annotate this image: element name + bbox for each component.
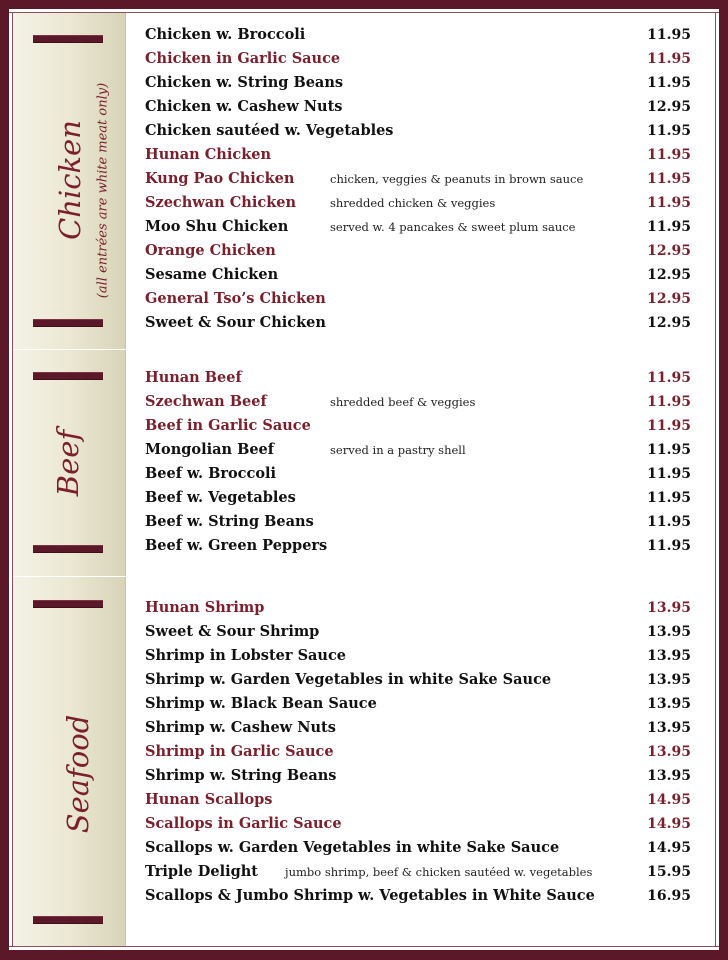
menu-item-price: 13.95 (647, 672, 691, 688)
decorative-bar (33, 545, 103, 553)
menu-item-name: Beef in Garlic Sauce (145, 417, 311, 434)
menu-item-row (145, 596, 691, 620)
menu-item-name: Shrimp in Lobster Sauce (145, 647, 347, 664)
menu-item-name: Chicken w. String Beans (145, 74, 344, 91)
page-frame-right (719, 0, 728, 960)
menu-item-price: 11.95 (647, 370, 691, 386)
menu-item-price: 14.95 (647, 816, 691, 832)
menu-item-row (145, 836, 691, 860)
menu-item-price: 14.95 (647, 840, 691, 856)
menu-item-name: Kung Pao Chicken (145, 170, 295, 187)
menu-item-name: Moo Shu Chicken (145, 218, 289, 235)
menu-item-price: 13.95 (647, 768, 691, 784)
menu-item-price: 11.95 (647, 195, 691, 211)
menu-item-row (145, 215, 691, 239)
menu-item-row (145, 510, 691, 534)
menu-item-description: shredded beef & veggies (330, 395, 476, 409)
menu-item-price: 11.95 (647, 171, 691, 187)
menu-item-row (145, 263, 691, 287)
menu-item-name: Szechwan Beef (145, 393, 267, 410)
page-frame-bottom (0, 950, 728, 960)
menu-item-name: Shrimp w. Garden Vegetables in white Sake Sauce (145, 671, 552, 688)
menu-item-name: Sweet & Sour Shrimp (145, 623, 320, 640)
menu-item-name: Sesame Chicken (145, 266, 279, 283)
menu-item-description: served in a pastry shell (330, 443, 466, 457)
menu-item-row (145, 414, 691, 438)
menu-item-name: Chicken w. Cashew Nuts (145, 98, 343, 115)
menu-item-row (145, 71, 691, 95)
menu-item-row (145, 47, 691, 71)
menu-item-name: Beef w. Green Peppers (145, 537, 328, 554)
menu-item-row (145, 462, 691, 486)
menu-item-name: Beef w. Broccoli (145, 465, 277, 482)
beef-section-sidebar (13, 350, 126, 576)
menu-item-description: chicken, veggies & peanuts in brown sauce (330, 172, 584, 186)
menu-item-name: General Tso’s Chicken (145, 290, 326, 307)
page-frame-top (0, 0, 728, 9)
menu-item-price: 13.95 (647, 744, 691, 760)
menu-item-name: Hunan Scallops (145, 791, 273, 808)
menu-item-price: 13.95 (647, 600, 691, 616)
menu-item-name: Mongolian Beef (145, 441, 275, 458)
menu-item-price: 13.95 (647, 696, 691, 712)
menu-item-row (145, 167, 691, 191)
menu-item-price: 15.95 (647, 864, 691, 880)
menu-item-price: 11.95 (647, 490, 691, 506)
menu-item-row (145, 191, 691, 215)
menu-item-name: Beef w. Vegetables (145, 489, 296, 506)
menu-item-name: Hunan Shrimp (145, 599, 265, 616)
menu-item-row (145, 311, 691, 335)
menu-item-price: 11.95 (647, 219, 691, 235)
decorative-bar (33, 372, 103, 380)
decorative-bar (33, 916, 103, 924)
menu-item-price: 12.95 (647, 291, 691, 307)
menu-item-row (145, 716, 691, 740)
menu-item-price: 11.95 (647, 466, 691, 482)
decorative-bar (33, 600, 103, 608)
page-frame-inner-line (715, 12, 716, 947)
chicken-section-note: (all entrées are white meat only) (95, 82, 111, 299)
menu-item-row (145, 692, 691, 716)
menu-item-row (145, 812, 691, 836)
seafood-section-sidebar (13, 577, 126, 946)
menu-item-row (145, 860, 691, 884)
menu-item-description: served w. 4 pancakes & sweet plum sauce (330, 220, 576, 234)
menu-item-row (145, 620, 691, 644)
menu-item-name: Shrimp in Garlic Sauce (145, 743, 334, 760)
menu-item-price: 11.95 (647, 75, 691, 91)
menu-item-name: Chicken w. Broccoli (145, 26, 306, 43)
menu-item-price: 16.95 (647, 888, 691, 904)
chicken-section-title: Chicken (53, 120, 87, 240)
menu-item-name: Triple Delight (145, 863, 258, 880)
menu-item-name: Orange Chicken (145, 242, 276, 259)
decorative-bar (33, 35, 103, 43)
menu-item-price: 13.95 (647, 720, 691, 736)
menu-item-row (145, 788, 691, 812)
menu-item-name: Sweet & Sour Chicken (145, 314, 326, 331)
menu-item-row (145, 644, 691, 668)
menu-item-price: 13.95 (647, 648, 691, 664)
menu-item-row (145, 366, 691, 390)
menu-item-description: shredded chicken & veggies (330, 196, 496, 210)
menu-item-price: 11.95 (647, 27, 691, 43)
page-frame-inner-line (9, 946, 719, 947)
menu-item-row (145, 119, 691, 143)
menu-item-name: Scallops & Jumbo Shrimp w. Vegetables in White Sauce (145, 887, 595, 904)
menu-item-price: 12.95 (647, 243, 691, 259)
menu-item-row (145, 390, 691, 414)
menu-item-row (145, 534, 691, 558)
menu-item-row (145, 764, 691, 788)
menu-item-price: 12.95 (647, 99, 691, 115)
menu-item-row (145, 287, 691, 311)
chicken-section-sidebar (13, 13, 126, 349)
menu-item-row (145, 486, 691, 510)
menu-item-name: Scallops in Garlic Sauce (145, 815, 342, 832)
menu-item-row (145, 438, 691, 462)
menu-item-price: 11.95 (647, 514, 691, 530)
menu-item-name: Shrimp w. Cashew Nuts (145, 719, 336, 736)
menu-item-price: 13.95 (647, 624, 691, 640)
beef-section-title: Beef (51, 429, 85, 497)
decorative-bar (33, 319, 103, 327)
menu-item-name: Szechwan Chicken (145, 194, 297, 211)
menu-item-price: 11.95 (647, 147, 691, 163)
menu-item-row (145, 239, 691, 263)
menu-item-price: 12.95 (647, 267, 691, 283)
menu-item-row (145, 740, 691, 764)
menu-item-price: 11.95 (647, 51, 691, 67)
menu-item-price: 11.95 (647, 123, 691, 139)
menu-item-name: Shrimp w. String Beans (145, 767, 337, 784)
menu-item-price: 11.95 (647, 394, 691, 410)
menu-item-name: Chicken in Garlic Sauce (145, 50, 341, 67)
seafood-section-title: Seafood (61, 714, 95, 834)
menu-item-price: 11.95 (647, 418, 691, 434)
menu-item-price: 14.95 (647, 792, 691, 808)
menu-item-name: Shrimp w. Black Bean Sauce (145, 695, 377, 712)
menu-item-name: Hunan Chicken (145, 146, 272, 163)
menu-item-row (145, 23, 691, 47)
menu-item-price: 11.95 (647, 442, 691, 458)
menu-item-name: Chicken sautéed w. Vegetables (145, 122, 394, 139)
menu-item-description: jumbo shrimp, beef & chicken sautéed w. vegetables (285, 865, 593, 879)
menu-item-price: 11.95 (647, 538, 691, 554)
menu-item-name: Scallops w. Garden Vegetables in white Sake Sauce (145, 839, 560, 856)
menu-item-row (145, 95, 691, 119)
menu-item-price: 12.95 (647, 315, 691, 331)
menu-item-name: Beef w. String Beans (145, 513, 314, 530)
page-frame-left (0, 0, 9, 960)
menu-item-row (145, 668, 691, 692)
menu-item-row (145, 884, 691, 908)
menu-item-row (145, 143, 691, 167)
menu-item-name: Hunan Beef (145, 369, 242, 386)
